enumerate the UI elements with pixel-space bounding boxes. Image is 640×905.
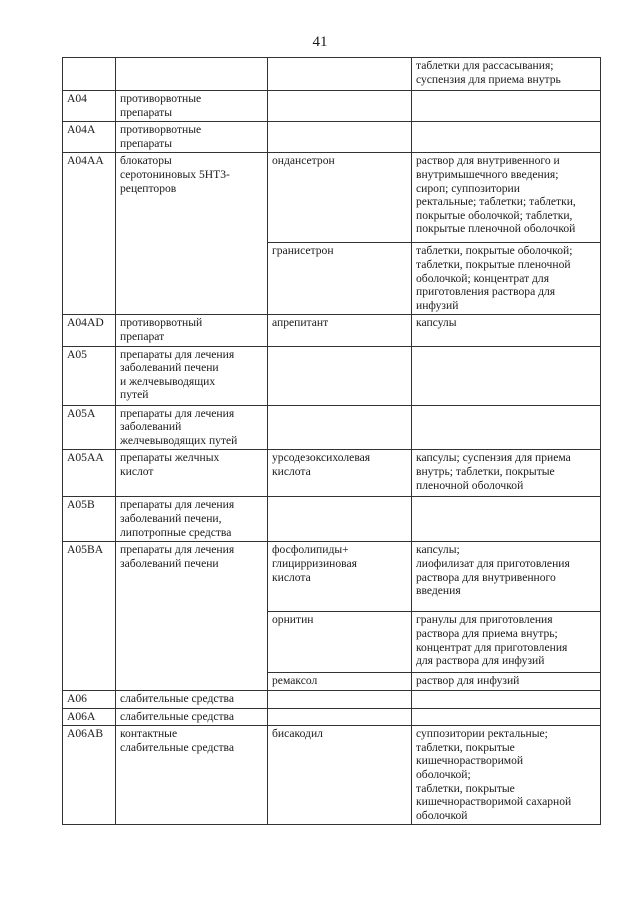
drug-name-cell <box>268 405 412 450</box>
dosage-form-cell: капсулы <box>412 315 601 346</box>
group-cell: противорвотные препараты <box>116 91 268 122</box>
dosage-form-cell: раствор для инфузий <box>412 673 601 691</box>
group-cell: препараты для лечения заболеваний желчевыводящих путей <box>116 405 268 450</box>
group-cell: контактные слабительные средства <box>116 726 268 825</box>
atc-code-cell: A06 <box>63 690 116 708</box>
drug-name-cell: урсодезоксихолевая кислота <box>268 450 412 497</box>
atc-code-cell: A04 <box>63 91 116 122</box>
group-cell: слабительные средства <box>116 708 268 726</box>
atc-code-cell: A04A <box>63 122 116 153</box>
table-row <box>63 690 601 708</box>
table-row <box>63 708 601 726</box>
drug-name-cell <box>268 91 412 122</box>
group-cell: слабительные средства <box>116 690 268 708</box>
dosage-form-cell <box>412 91 601 122</box>
table-row <box>63 153 601 243</box>
atc-code-cell: A05BA <box>63 542 116 691</box>
atc-code-cell: A06A <box>63 708 116 726</box>
dosage-form-cell <box>412 708 601 726</box>
drug-name-cell <box>268 690 412 708</box>
dosage-form-cell <box>412 346 601 405</box>
drug-name-cell: ондансетрон <box>268 153 412 243</box>
table-row <box>63 122 601 153</box>
page-number: 41 <box>312 34 328 50</box>
atc-code-cell: A05B <box>63 497 116 542</box>
atc-code-cell: A04AD <box>63 315 116 346</box>
group-cell: препараты желчных кислот <box>116 450 268 497</box>
dosage-form-cell: капсулы; суспензия для приема внутрь; таблетки, покрытые пленочной оболочкой <box>412 450 601 497</box>
drug-name-cell: апрепитант <box>268 315 412 346</box>
group-cell: препараты для лечения заболеваний печени <box>116 542 268 691</box>
atc-code-cell: A04AA <box>63 153 116 315</box>
group-cell: препараты для лечения заболеваний печени, липотропные средства <box>116 497 268 542</box>
table-row <box>63 346 601 405</box>
drug-name-cell: орнитин <box>268 612 412 673</box>
table-row <box>63 542 601 612</box>
dosage-form-cell <box>412 497 601 542</box>
drug-name-cell: фосфолипиды+ глицирризиновая кислота <box>268 542 412 612</box>
dosage-form-cell: суппозитории ректальные; таблетки, покрытые кишечнорастворимой оболочкой; таблетки, покрытые кишечнорастворимой сахарной оболочкой <box>412 726 601 825</box>
table-row <box>63 726 601 825</box>
table-row <box>63 58 601 91</box>
drug-name-cell <box>268 122 412 153</box>
atc-code-cell: A05A <box>63 405 116 450</box>
dosage-form-cell <box>412 690 601 708</box>
drug-name-cell <box>268 708 412 726</box>
drug-name-cell: ремаксол <box>268 673 412 691</box>
table-body <box>63 58 601 825</box>
dosage-form-cell: гранулы для приготовления раствора для приема внутрь; концентрат для приготовления для раствора для инфузий <box>412 612 601 673</box>
table-row <box>63 91 601 122</box>
group-cell: блокаторы серотониновых 5НТ3- рецепторов <box>116 153 268 315</box>
table-row <box>63 315 601 346</box>
atc-code-cell: A05AA <box>63 450 116 497</box>
drug-table <box>62 57 601 825</box>
dosage-form-cell <box>412 405 601 450</box>
drug-name-cell: гранисетрон <box>268 243 412 315</box>
table-row <box>63 405 601 450</box>
drug-name-cell <box>268 58 412 91</box>
atc-code-cell <box>63 58 116 91</box>
group-cell: препараты для лечения заболеваний печени и желчевыводящих путей <box>116 346 268 405</box>
dosage-form-cell: таблетки, покрытые оболочкой; таблетки, покрытые пленочной оболочкой; концентрат для приготовления раствора для инфузий <box>412 243 601 315</box>
atc-code-cell: A06AB <box>63 726 116 825</box>
table-row <box>63 497 601 542</box>
group-cell: противорвотный препарат <box>116 315 268 346</box>
dosage-form-cell <box>412 122 601 153</box>
table-row <box>63 450 601 497</box>
dosage-form-cell: раствор для внутривенного и внутримышечного введения; сироп; суппозитории ректальные; таблетки; таблетки, покрытые оболочкой; таблетки, покрытые пленочной оболочкой <box>412 153 601 243</box>
dosage-form-cell: таблетки для рассасывания; суспензия для приема внутрь <box>412 58 601 91</box>
drug-name-cell: бисакодил <box>268 726 412 825</box>
atc-code-cell: A05 <box>63 346 116 405</box>
dosage-form-cell: капсулы; лиофилизат для приготовления раствора для внутривенного введения <box>412 542 601 612</box>
drug-name-cell <box>268 346 412 405</box>
group-cell <box>116 58 268 91</box>
group-cell: противорвотные препараты <box>116 122 268 153</box>
drug-name-cell <box>268 497 412 542</box>
